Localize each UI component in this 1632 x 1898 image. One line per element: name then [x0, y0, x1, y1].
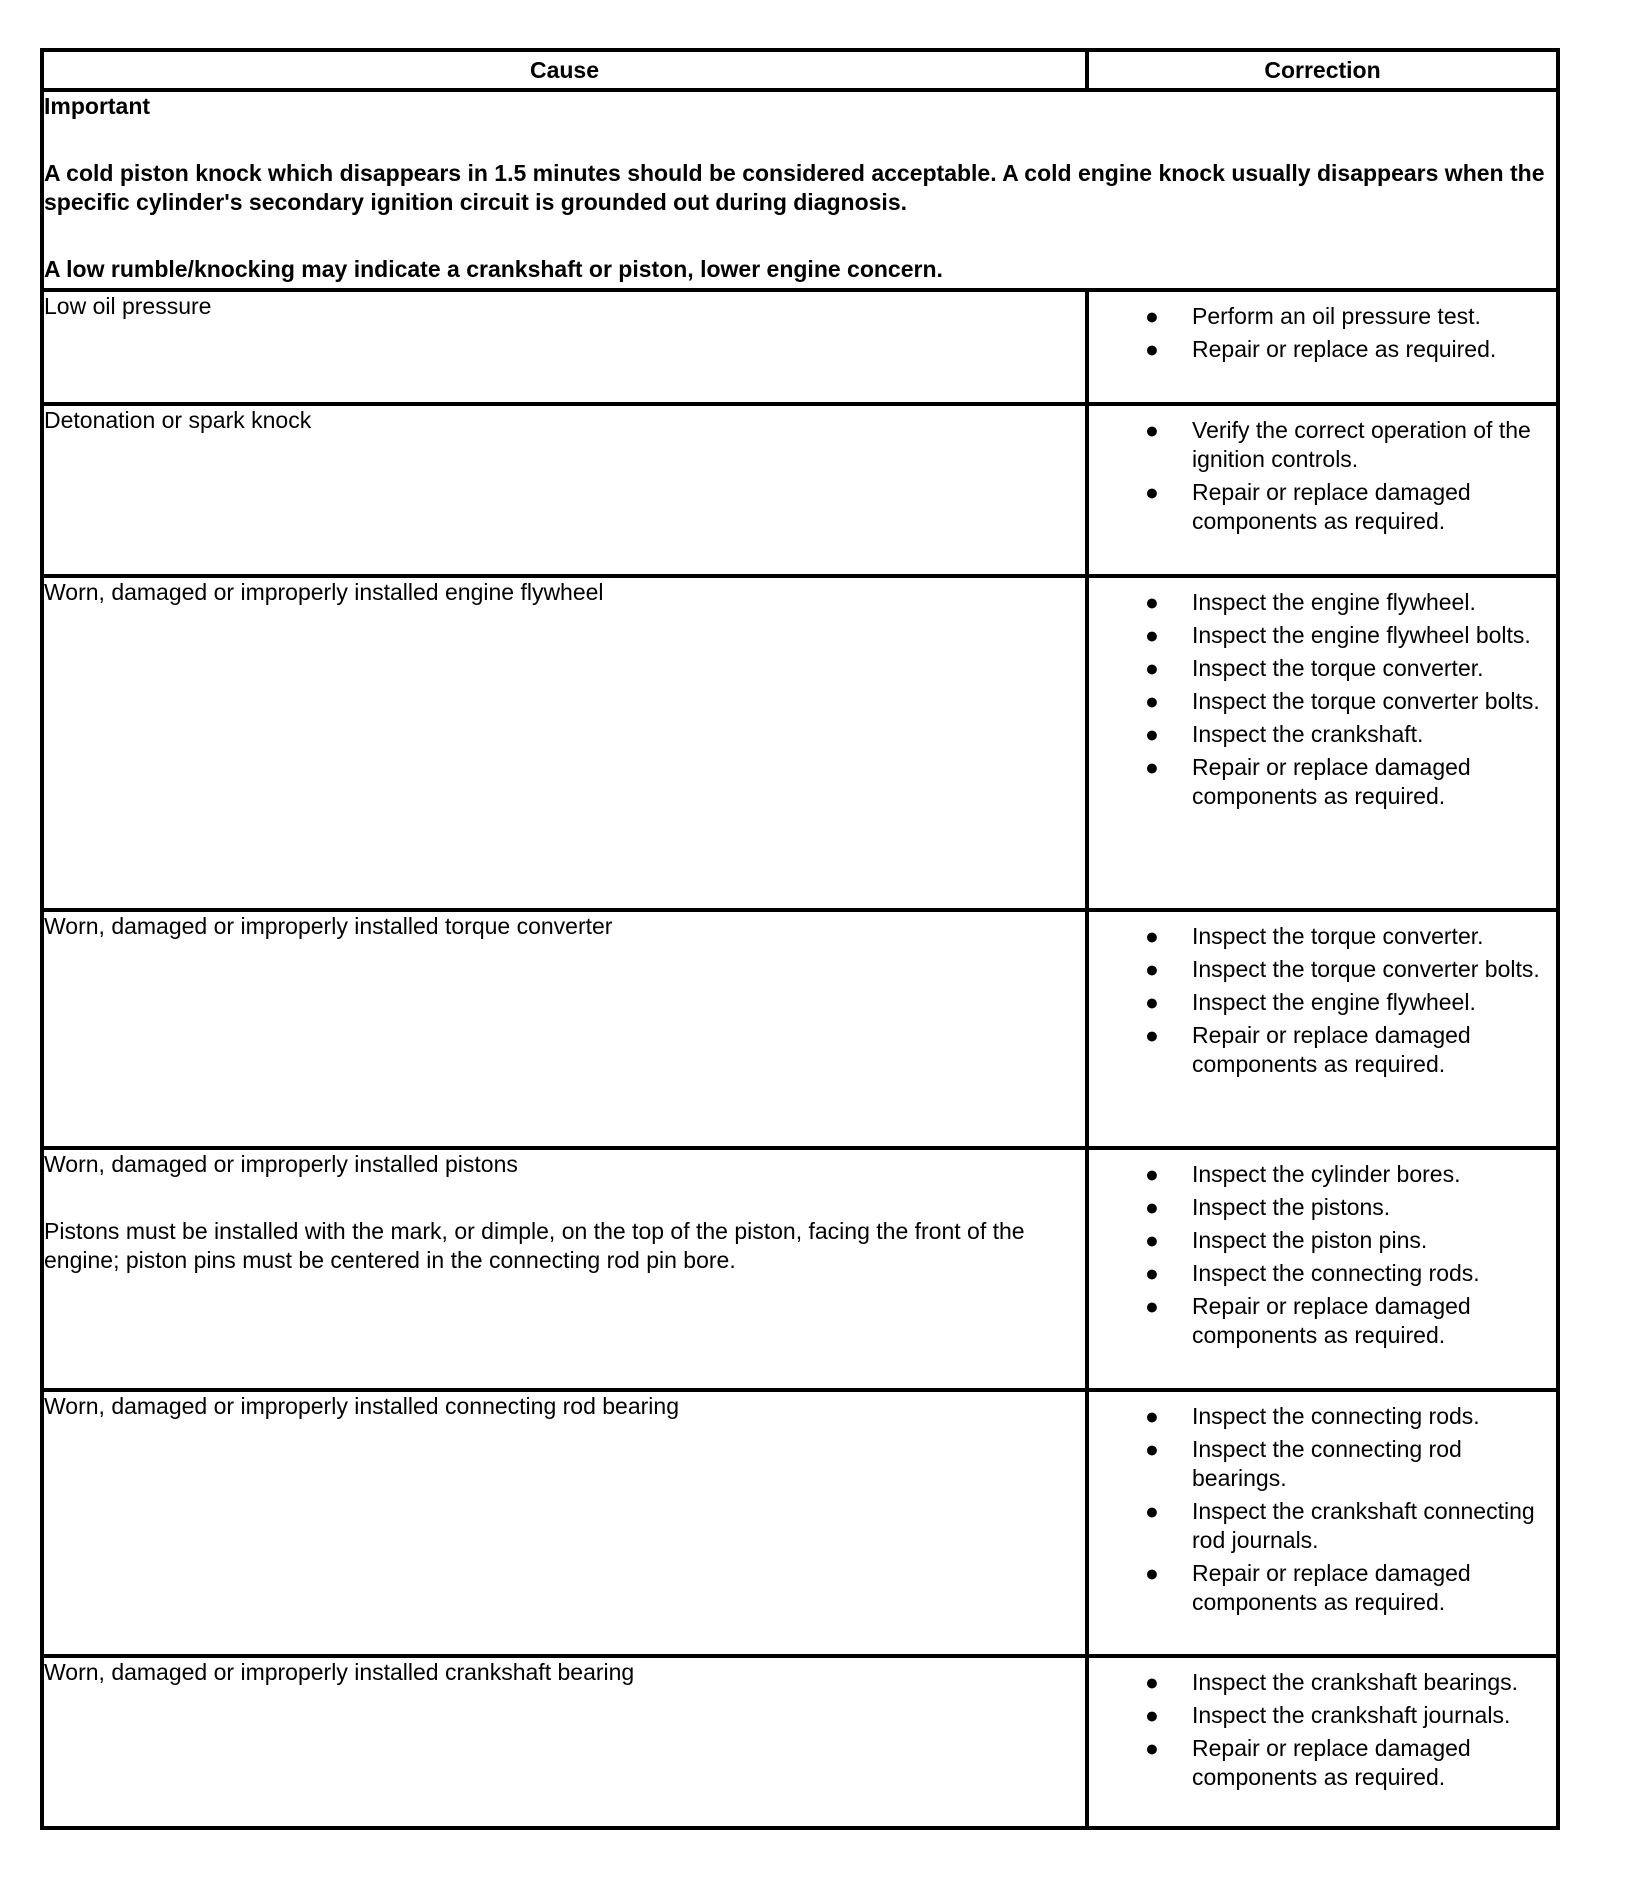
bullet-icon: ●: [1145, 1194, 1159, 1220]
correction-text: Repair or replace damaged components as required.: [1192, 479, 1471, 534]
correction-item: [1089, 1497, 1548, 1555]
correction-text: Inspect the torque converter bolts.: [1192, 956, 1540, 982]
correction-item: [1089, 1402, 1548, 1431]
correction-text: Inspect the crankshaft.: [1192, 721, 1424, 747]
cause-correction-table: [40, 48, 1560, 1830]
bullet-icon: ●: [1145, 1022, 1159, 1048]
table-row: [42, 1656, 1558, 1828]
correction-item: [1089, 988, 1548, 1017]
correction-item: [1089, 1435, 1548, 1493]
bullet-icon: ●: [1145, 1498, 1159, 1524]
correction-cell: [1087, 1656, 1558, 1828]
correction-item: [1089, 416, 1548, 474]
bullet-icon: ●: [1145, 417, 1159, 443]
correction-list: [1089, 292, 1556, 364]
cause-text: Detonation or spark knock: [44, 407, 312, 433]
correction-cell: [1087, 404, 1558, 576]
table-row: [42, 910, 1558, 1148]
bullet-icon: ●: [1145, 1702, 1159, 1728]
cause-cell: [42, 1656, 1087, 1828]
bullet-icon: ●: [1145, 1161, 1159, 1187]
bullet-icon: ●: [1145, 754, 1159, 780]
table-row: [42, 576, 1558, 910]
bullet-icon: ●: [1145, 1293, 1159, 1319]
correction-header: Correction: [1087, 50, 1558, 90]
important-paragraph: A cold piston knock which disappears in 1.5 minutes should be considered acceptable. A cold engine knock usually disappears when the specific cylinder's secondary ignition circuit is grounded out during diagnosis.: [44, 160, 1545, 215]
correction-text: Repair or replace damaged components as required.: [1192, 1560, 1471, 1615]
correction-text: Repair or replace damaged components as required.: [1192, 1022, 1471, 1077]
cause-text: Worn, damaged or improperly installed torque converter: [44, 913, 613, 939]
correction-list: [1089, 406, 1556, 536]
correction-list: [1089, 1658, 1556, 1792]
correction-text: Inspect the engine flywheel bolts.: [1192, 622, 1531, 648]
correction-cell: [1087, 910, 1558, 1148]
correction-text: Inspect the engine flywheel.: [1192, 989, 1476, 1015]
correction-cell: [1087, 290, 1558, 404]
bullet-icon: ●: [1145, 1260, 1159, 1286]
bullet-icon: ●: [1145, 479, 1159, 505]
bullet-icon: ●: [1145, 956, 1159, 982]
correction-text: Inspect the crankshaft bearings.: [1192, 1669, 1519, 1695]
correction-text: Repair or replace as required.: [1192, 336, 1497, 362]
correction-text: Perform an oil pressure test.: [1192, 303, 1481, 329]
correction-cell: [1087, 576, 1558, 910]
correction-item: [1089, 955, 1548, 984]
correction-text: Inspect the torque converter.: [1192, 923, 1484, 949]
correction-text: Verify the correct operation of the ignition controls.: [1192, 417, 1531, 472]
correction-item: [1089, 302, 1548, 331]
cause-cell: [42, 404, 1087, 576]
cause-header: Cause: [42, 50, 1087, 90]
correction-item: [1089, 753, 1548, 811]
cause-text: Worn, damaged or improperly installed engine flywheel: [44, 579, 604, 605]
correction-list: [1089, 912, 1556, 1079]
correction-text: Inspect the torque converter bolts.: [1192, 688, 1540, 714]
bullet-icon: ●: [1145, 589, 1159, 615]
cause-cell: [42, 910, 1087, 1148]
bullet-icon: ●: [1145, 1436, 1159, 1462]
correction-text: Inspect the pistons.: [1192, 1194, 1391, 1220]
correction-item: [1089, 1292, 1548, 1350]
correction-item: [1089, 621, 1548, 650]
correction-item: [1089, 1559, 1548, 1617]
correction-text: Inspect the cylinder bores.: [1192, 1161, 1461, 1187]
table-row: [42, 290, 1558, 404]
cause-text: Worn, damaged or improperly installed connecting rod bearing: [44, 1393, 679, 1419]
correction-list: [1089, 1150, 1556, 1350]
correction-item: [1089, 654, 1548, 683]
correction-text: Inspect the piston pins.: [1192, 1227, 1428, 1253]
bullet-icon: ●: [1145, 336, 1159, 362]
correction-text: Inspect the connecting rods.: [1192, 1403, 1480, 1429]
correction-text: Inspect the connecting rods.: [1192, 1260, 1480, 1286]
correction-item: [1089, 1160, 1548, 1189]
cause-text: Low oil pressure: [44, 293, 212, 319]
bullet-icon: ●: [1145, 989, 1159, 1015]
cause-text: Worn, damaged or improperly installed crankshaft bearing: [44, 1659, 635, 1685]
correction-item: [1089, 335, 1548, 364]
correction-item: [1089, 922, 1548, 951]
important-paragraph: A low rumble/knocking may indicate a crankshaft or piston, lower engine concern.: [44, 256, 943, 282]
correction-cell: [1087, 1390, 1558, 1656]
correction-list: [1089, 578, 1556, 811]
correction-item: [1089, 1668, 1548, 1697]
correction-item: [1089, 1701, 1548, 1730]
bullet-icon: ●: [1145, 1735, 1159, 1761]
bullet-icon: ●: [1145, 923, 1159, 949]
cause-cell: [42, 1148, 1087, 1390]
correction-cell: [1087, 1148, 1558, 1390]
important-note: [42, 90, 1558, 290]
correction-text: Inspect the crankshaft journals.: [1192, 1702, 1511, 1728]
correction-item: [1089, 1734, 1548, 1792]
bullet-icon: ●: [1145, 655, 1159, 681]
table-row: [42, 404, 1558, 576]
bullet-icon: ●: [1145, 303, 1159, 329]
bullet-icon: ●: [1145, 1560, 1159, 1586]
cause-cell: [42, 1390, 1087, 1656]
correction-item: [1089, 1226, 1548, 1255]
correction-text: Repair or replace damaged components as required.: [1192, 1293, 1471, 1348]
correction-text: Inspect the crankshaft connecting rod journals.: [1192, 1498, 1535, 1553]
correction-list: [1089, 1392, 1556, 1617]
correction-item: [1089, 687, 1548, 716]
important-title: Important: [44, 93, 151, 119]
bullet-icon: ●: [1145, 622, 1159, 648]
correction-text: Inspect the connecting rod bearings.: [1192, 1436, 1462, 1491]
correction-text: Inspect the torque converter.: [1192, 655, 1484, 681]
cause-text: Worn, damaged or improperly installed pistons: [44, 1151, 518, 1177]
correction-item: [1089, 478, 1548, 536]
bullet-icon: ●: [1145, 1403, 1159, 1429]
correction-text: Repair or replace damaged components as required.: [1192, 1735, 1471, 1790]
cause-note: Pistons must be installed with the mark, or dimple, on the top of the piston, facing the front of the engine; piston pins must be centered in the connecting rod pin bore.: [44, 1218, 1025, 1273]
correction-text: Repair or replace damaged components as required.: [1192, 754, 1471, 809]
correction-item: [1089, 1193, 1548, 1222]
bullet-icon: ●: [1145, 688, 1159, 714]
correction-item: [1089, 720, 1548, 749]
important-note-row: [42, 90, 1558, 290]
correction-item: [1089, 1259, 1548, 1288]
correction-item: [1089, 1021, 1548, 1079]
cause-cell: [42, 290, 1087, 404]
bullet-icon: ●: [1145, 1227, 1159, 1253]
bullet-icon: ●: [1145, 721, 1159, 747]
table-row: [42, 1390, 1558, 1656]
correction-item: [1089, 588, 1548, 617]
table-row: [42, 1148, 1558, 1390]
cause-cell: [42, 576, 1087, 910]
header-row: [42, 50, 1558, 90]
bullet-icon: ●: [1145, 1669, 1159, 1695]
correction-text: Inspect the engine flywheel.: [1192, 589, 1476, 615]
